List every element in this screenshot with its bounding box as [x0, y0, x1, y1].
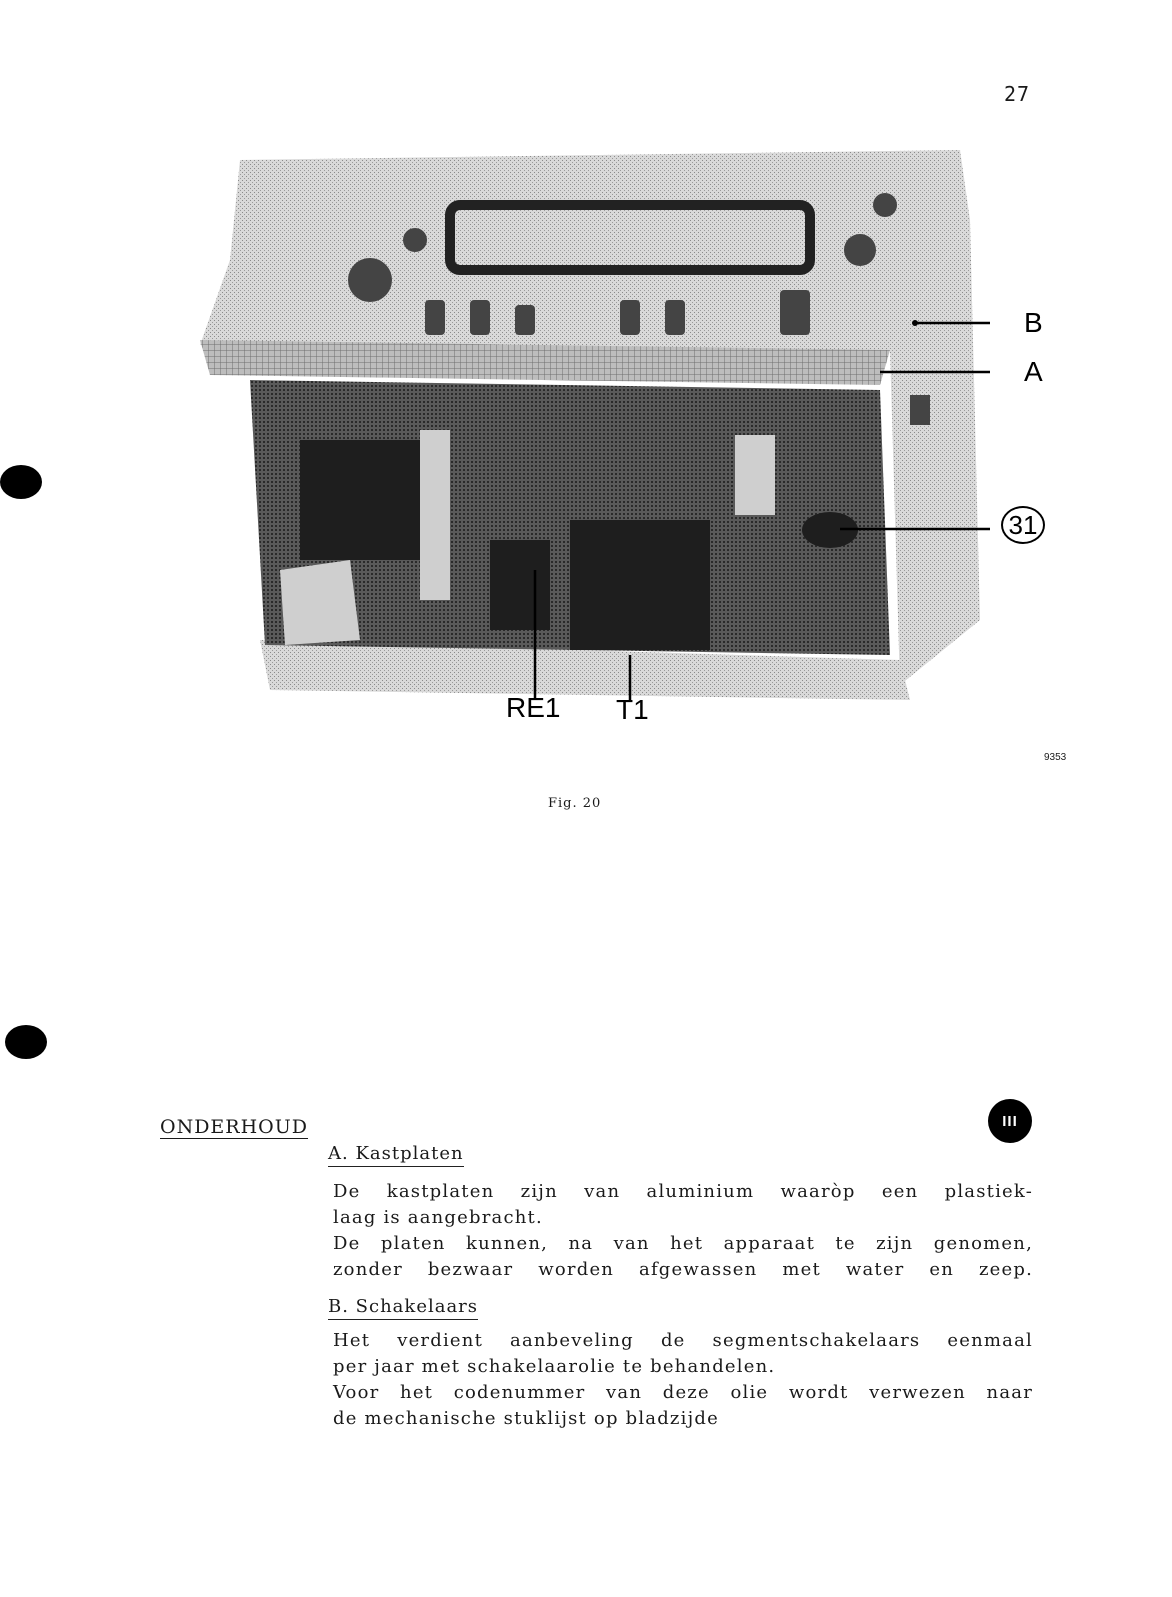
figure-caption: Fig. 20 — [548, 796, 602, 811]
text-line: De platen kunnen, na van het apparaat te zijn genomen, — [333, 1233, 1033, 1254]
page-number: 27 — [1004, 82, 1031, 106]
subsection-heading-a: A. Kastplaten — [328, 1143, 464, 1164]
subsection-body-b — [333, 1328, 1033, 1432]
chassis-photo — [190, 140, 990, 710]
text-line: zonder bezwaar worden afgewassen met water en zeep. — [333, 1259, 1033, 1280]
figure-reference-number: 9353 — [1044, 752, 1067, 763]
subsection-heading-b: B. Schakelaars — [328, 1296, 478, 1317]
section-title: ONDERHOUD — [160, 1116, 309, 1138]
section-tab-marker: III — [988, 1099, 1032, 1143]
callout-re1: RE1 — [506, 692, 561, 723]
callout-31: 31 — [1008, 509, 1038, 540]
subsection-body-a — [333, 1179, 1033, 1283]
text-line: per jaar met schakelaarolie te behandelen. — [333, 1356, 776, 1377]
binder-hole-bottom — [5, 1025, 47, 1059]
text-line: De kastplaten zijn van aluminium waaròp een plastiek- — [333, 1181, 1033, 1202]
text-line: Het verdient aanbeveling de segmentschakelaars eenmaal — [333, 1330, 1033, 1351]
binder-hole-top — [0, 465, 42, 499]
text-line: de mechanische stuklijst op bladzijde — [333, 1408, 719, 1429]
callout-t1: T1 — [616, 694, 649, 725]
callout-a: A — [1024, 356, 1043, 387]
text-line: laag is aangebracht. — [333, 1207, 543, 1228]
text-line: Voor het codenummer van deze olie wordt verwezen naar — [333, 1382, 1033, 1403]
callout-b: B — [1024, 307, 1043, 338]
callout-31-circle — [1001, 506, 1045, 544]
